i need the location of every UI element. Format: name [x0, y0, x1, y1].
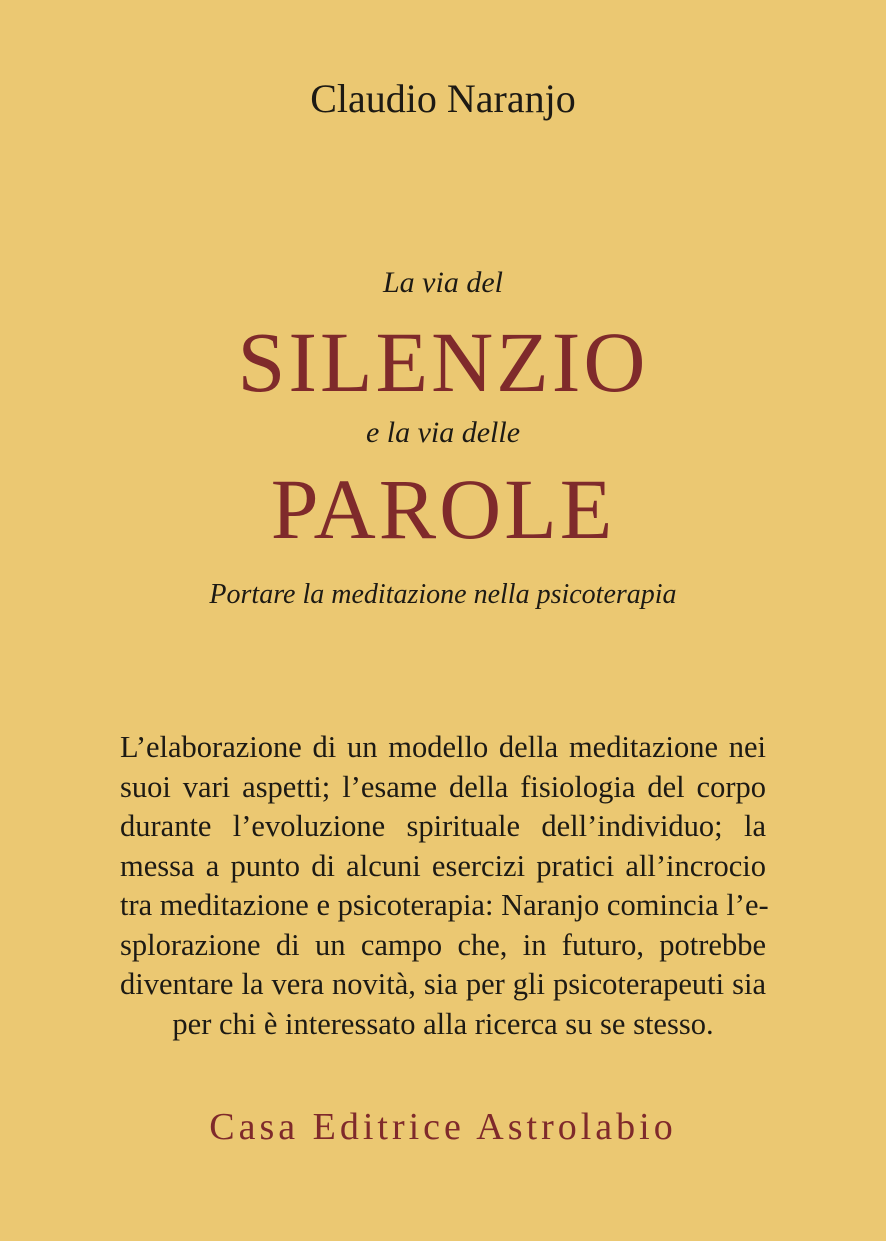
publisher-name: Casa Editrice Astrolabio [209, 1106, 677, 1148]
subtitle: Portare la meditazione nella psicoterapia [209, 579, 677, 610]
title-line-3: e la via delle [365, 416, 521, 449]
title-line-1: La via del [383, 266, 503, 299]
author-name: Claudio Naranjo [310, 76, 576, 121]
title-line-2: SILENZIO [237, 314, 649, 410]
blurb-text [120, 728, 769, 1044]
blurb-line: per chi è interessato alla ricerca su se stesso. [172, 1006, 714, 1041]
title-line-4: PAROLE [270, 461, 616, 557]
blurb-line: splorazione di un campo che, in futuro, potrebbe [120, 927, 766, 962]
blurb-line: tra meditazione e psicoterapia: Naranjo comincia l’e- [120, 888, 769, 922]
blurb-line: suoi vari aspetti; l’esame della fisiologia del corpo [120, 769, 766, 804]
blurb-line: durante l’evoluzione spirituale dell’individuo; la [120, 809, 766, 843]
blurb-line: diventare la vera novità, sia per gli psicoterapeuti sia [120, 967, 766, 1001]
blurb-line: messa a punto di alcuni esercizi pratici all’incrocio [120, 848, 766, 883]
blurb-line: L’elaborazione di un modello della meditazione nei [120, 730, 766, 764]
